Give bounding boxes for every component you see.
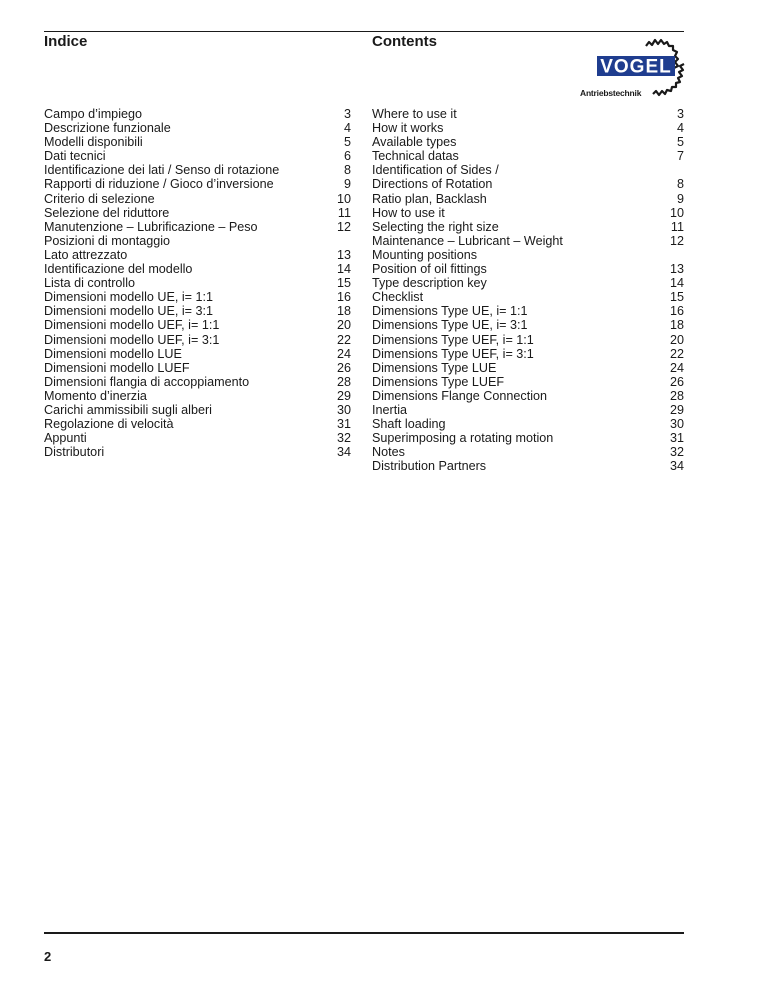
toc-entry-title: How to use it: [372, 205, 445, 220]
toc-entry: [372, 389, 684, 403]
toc-entry-page: 12: [669, 233, 684, 248]
toc-entry-title: Dati tecnici: [44, 149, 106, 164]
toc-entry-title: Posizioni di montaggio: [44, 233, 171, 248]
toc-entry-title: Dimensioni modello UEF, i= 3:1: [44, 332, 220, 347]
toc-entry: [44, 431, 351, 445]
toc-entry-page: 4: [343, 121, 351, 136]
toc-entry-page: 16: [669, 304, 684, 319]
toc-entry-page: 12: [336, 219, 351, 234]
toc-entry-title: Distribution Partners: [372, 459, 487, 474]
toc-entry-page: 7: [676, 149, 684, 164]
toc-entry-page: 29: [669, 402, 684, 417]
toc-entry: [372, 262, 684, 276]
toc-entry-title: Superimposing a rotating motion: [372, 431, 554, 446]
toc-entry-title: Notes: [372, 445, 405, 460]
toc-entry: [372, 192, 684, 206]
page-number: 2: [44, 949, 52, 964]
toc-entry-page: 5: [676, 135, 684, 150]
toc-italian: [44, 107, 351, 459]
toc-entry-title: Available types: [372, 135, 457, 150]
toc-entry: [44, 107, 351, 121]
toc-entry-page: 8: [343, 163, 351, 178]
toc-entry: [44, 206, 351, 220]
toc-entry: [372, 234, 684, 248]
toc-entry-title: Momento d’inerzia: [44, 388, 147, 403]
toc-entry: [44, 163, 351, 177]
toc-entry-title: Appunti: [44, 431, 87, 446]
toc-entry-title: Regolazione di velocità: [44, 417, 174, 432]
toc-entry: [372, 318, 684, 332]
toc-entry: [44, 361, 351, 375]
toc-entry-page: 11: [337, 205, 351, 220]
toc-entry: [372, 361, 684, 375]
toc-entry: [44, 276, 351, 290]
toc-entry-page: 22: [669, 346, 684, 361]
toc-entry-title: Dimensions Flange Connection: [372, 388, 548, 403]
toc-entry: [372, 220, 684, 234]
toc-entry-title: Dimensioni modello LUE: [44, 346, 182, 361]
toc-entry-page: 3: [676, 107, 684, 121]
toc-entry: [44, 375, 351, 389]
toc-entry-page: 18: [336, 304, 351, 319]
toc-entry: [44, 121, 351, 135]
toc-entry-title: Dimensions Type LUE: [372, 360, 497, 375]
toc-entry-title: Dimensions Type UE, i= 1:1: [372, 304, 528, 319]
toc-entry-title: Dimensioni modello UE, i= 1:1: [44, 290, 214, 305]
toc-entry-page: 15: [669, 290, 684, 305]
toc-entry: [372, 121, 684, 135]
toc-entry-title: Checklist: [372, 290, 424, 305]
bottom-rule: [44, 932, 684, 934]
toc-entry-title: Lato attrezzato: [44, 247, 128, 262]
toc-entry: [372, 403, 684, 417]
toc-entry-title: Ratio plan, Backlash: [372, 191, 487, 206]
toc-entry-page: 16: [336, 290, 351, 305]
toc-entry-title: Carichi ammissibili sugli alberi: [44, 402, 212, 417]
toc-entry-page: 34: [336, 445, 351, 460]
toc-entry-page: 20: [336, 318, 351, 333]
toc-entry-title: Identification of Sides / Directions of Rotation: [372, 163, 499, 192]
heading-contents: Contents: [372, 33, 437, 50]
toc-entry-page: 8: [676, 177, 684, 192]
toc-entry: [44, 262, 351, 276]
toc-entry-title: Identificazione dei lati / Senso di rotazione: [44, 163, 280, 178]
toc-entry: [44, 318, 351, 332]
toc-entry-page: 10: [336, 191, 351, 206]
toc-entry-title: How it works: [372, 121, 444, 136]
toc-entry-page: 30: [669, 417, 684, 432]
toc-entry-title: Selezione del riduttore: [44, 205, 170, 220]
toc-entry: [372, 107, 684, 121]
top-rule: [44, 31, 684, 32]
toc-entry-page: 6: [343, 149, 351, 164]
toc-entry: [372, 445, 684, 459]
toc-entry: [44, 304, 351, 318]
toc-entry-page: 31: [669, 431, 684, 446]
toc-entry-page: 3: [343, 107, 351, 121]
toc-entry: [372, 333, 684, 347]
toc-entry-title: Modelli disponibili: [44, 135, 143, 150]
toc-entry-page: 26: [669, 374, 684, 389]
toc-entry: [44, 389, 351, 403]
toc-entry-title: Dimensioni modello LUEF: [44, 360, 190, 375]
toc-entry: [44, 347, 351, 361]
toc-entry-title: Lista di controllo: [44, 276, 136, 291]
toc-entry-page: 9: [676, 191, 684, 206]
toc-entry-title: Dimensions Type LUEF: [372, 374, 505, 389]
toc-entry-page: 24: [336, 346, 351, 361]
toc-entry: [372, 304, 684, 318]
toc-entry: [44, 192, 351, 206]
toc-entry-title: Campo d’impiego: [44, 107, 143, 121]
toc-entry-title: Identificazione del modello: [44, 262, 193, 277]
toc-entry: [44, 135, 351, 149]
toc-entry: [372, 417, 684, 431]
toc-entry-page: 28: [669, 388, 684, 403]
toc-entry-title: Descrizione funzionale: [44, 121, 171, 136]
toc-entry-page: 10: [669, 205, 684, 220]
toc-entry-page: 22: [336, 332, 351, 347]
toc-entry-title: Position of oil fittings: [372, 262, 487, 277]
toc-entry-page: 28: [336, 374, 351, 389]
toc-entry-page: 32: [669, 445, 684, 460]
toc-entry-page: 14: [336, 262, 351, 277]
toc-entry: [44, 220, 351, 234]
toc-entry-title: Where to use it: [372, 107, 457, 121]
toc-entry: [372, 431, 684, 445]
toc-entry-page: 13: [669, 262, 684, 277]
toc-entry: [44, 149, 351, 163]
toc-entry: [44, 290, 351, 304]
toc-entry: [372, 347, 684, 361]
toc-entry-title: Dimensioni modello UE, i= 3:1: [44, 304, 214, 319]
toc-entry: [44, 403, 351, 417]
toc-entry-title: Rapporti di riduzione / Gioco d’inversione: [44, 177, 274, 192]
toc-entry: [372, 290, 684, 304]
toc-entry-page: 9: [343, 177, 351, 192]
toc-entry-title: Dimensions Type UEF, i= 3:1: [372, 346, 534, 361]
toc-entry: [372, 149, 684, 163]
toc-entry-page: 13: [336, 247, 351, 262]
toc-entry-title: Distributori: [44, 445, 105, 460]
toc-entry-page: 24: [669, 360, 684, 375]
toc-entry-page: 32: [336, 431, 351, 446]
toc-entry-page: 31: [336, 417, 351, 432]
toc-english: [372, 107, 684, 473]
toc-entry-page: 4: [676, 121, 684, 136]
toc-entry-title: Dimensions Type UE, i= 3:1: [372, 318, 528, 333]
toc-entry-title: Criterio di selezione: [44, 191, 155, 206]
toc-entry: [372, 276, 684, 290]
toc-entry: [44, 445, 351, 459]
toc-entry-page: 14: [669, 276, 684, 291]
toc-entry-title: Maintenance – Lubricant – Weight: [372, 233, 563, 248]
logo-subtitle: Antriebstechnik: [580, 88, 642, 98]
toc-entry-title: Technical datas: [372, 149, 459, 164]
toc-entry: [44, 248, 351, 262]
toc-entry-page: 34: [669, 459, 684, 474]
toc-entry-page: 30: [336, 402, 351, 417]
toc-entry: [44, 417, 351, 431]
toc-entry-page: 15: [336, 276, 351, 291]
toc-entry-title: Selecting the right size: [372, 219, 499, 234]
logo-brand: VOGEL: [600, 56, 672, 78]
toc-entry-title: Dimensioni flangia di accoppiamento: [44, 374, 250, 389]
toc-entry: [372, 248, 684, 262]
toc-entry-page: 26: [336, 360, 351, 375]
toc-entry: [372, 375, 684, 389]
toc-entry-title: Inertia: [372, 402, 408, 417]
toc-entry: [44, 234, 351, 248]
toc-entry-page: 20: [669, 332, 684, 347]
toc-entry-title: Manutenzione – Lubrificazione – Peso: [44, 219, 258, 234]
toc-entry: [372, 135, 684, 149]
toc-entry-page: 18: [669, 318, 684, 333]
toc-entry-page: 29: [336, 388, 351, 403]
toc-entry: [44, 333, 351, 347]
toc-entry-page: 5: [343, 135, 351, 150]
toc-entry-title: Shaft loading: [372, 417, 446, 432]
toc-entry: [372, 206, 684, 220]
toc-entry-title: Dimensioni modello UEF, i= 1:1: [44, 318, 220, 333]
toc-entry: [372, 163, 684, 191]
toc-entry: [44, 177, 351, 191]
toc-entry: [372, 459, 684, 473]
toc-entry-title: Type description key: [372, 276, 487, 291]
toc-entry-page: 11: [670, 219, 684, 234]
toc-entry-title: Dimensions Type UEF, i= 1:1: [372, 332, 534, 347]
toc-entry-title: Mounting positions: [372, 247, 478, 262]
heading-indice: Indice: [44, 33, 88, 50]
vogel-logo: [580, 36, 688, 102]
